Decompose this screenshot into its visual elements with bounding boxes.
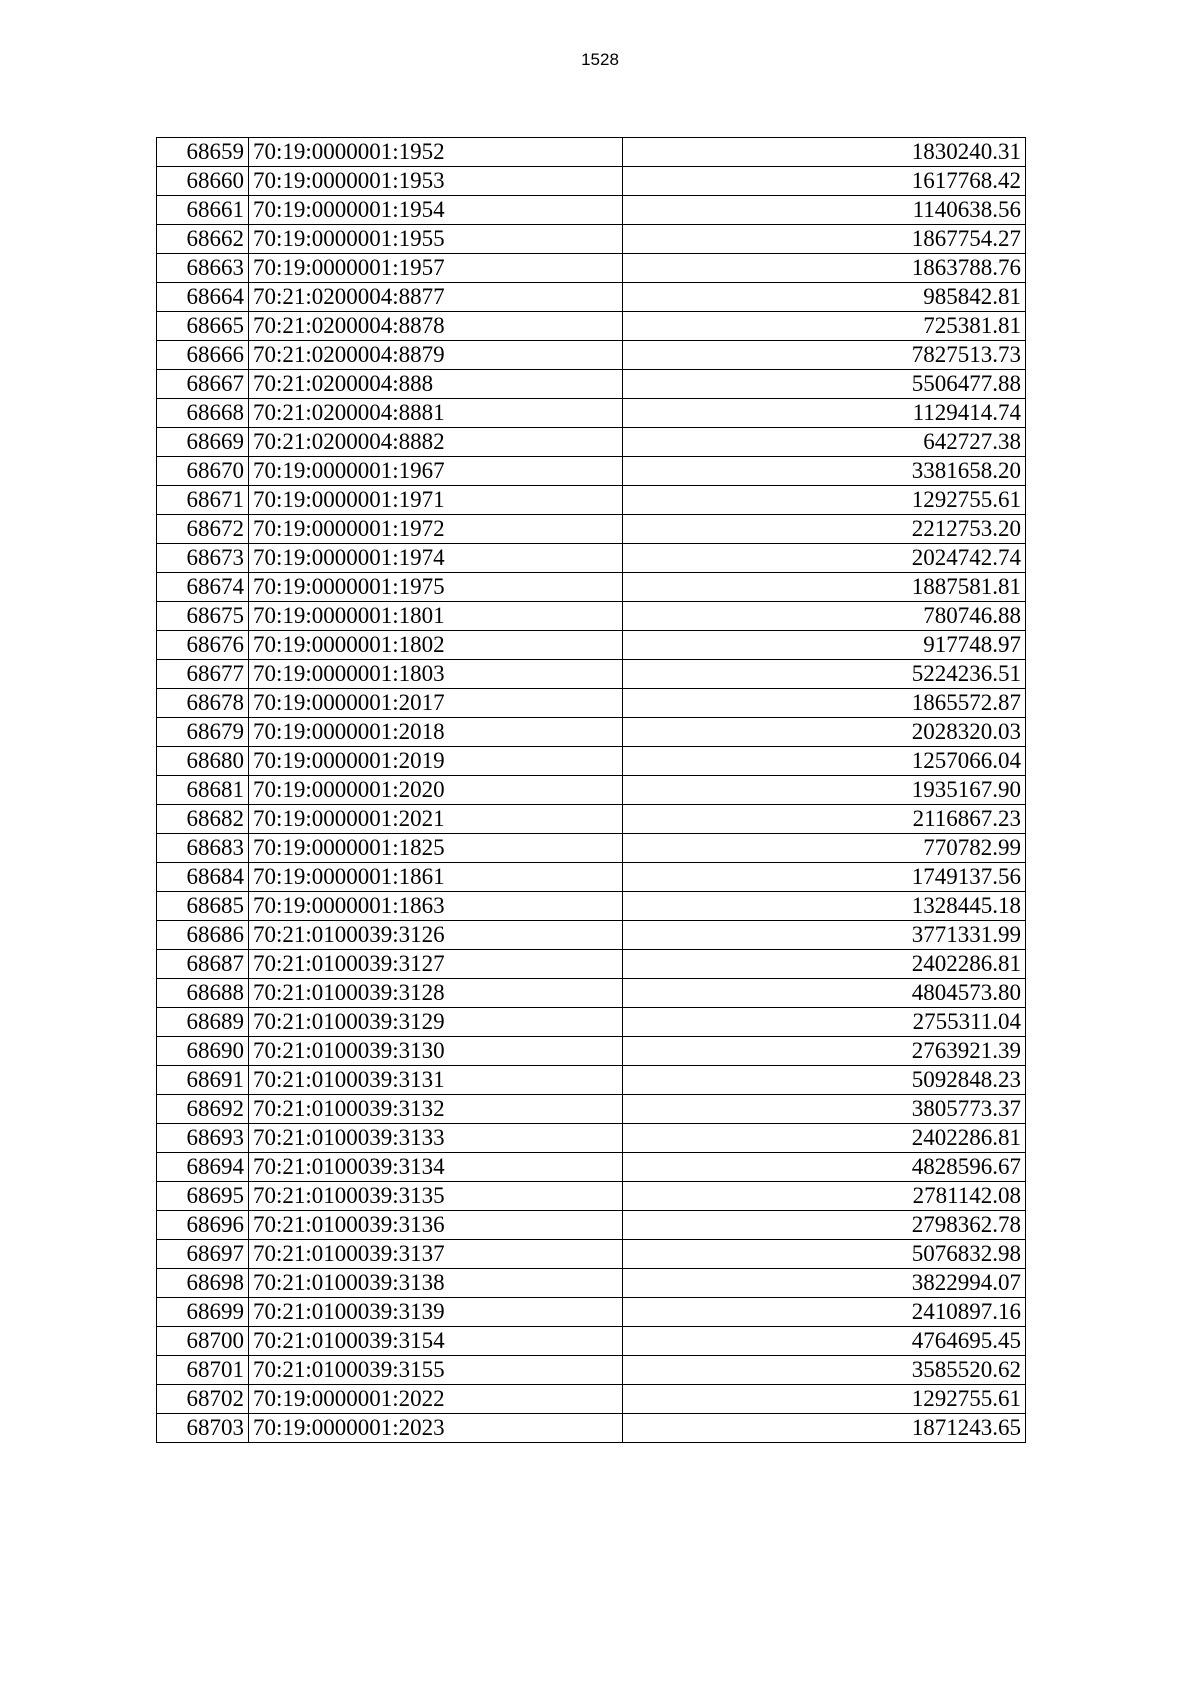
row-number-cell: 68685 <box>157 892 249 921</box>
table-row <box>157 1414 1026 1443</box>
row-number-cell: 68692 <box>157 1095 249 1124</box>
cadastral-value-cell: 1328445.18 <box>623 892 1026 921</box>
row-number-cell: 68678 <box>157 689 249 718</box>
cadastral-number-cell: 70:21:0200004:8881 <box>249 399 623 428</box>
table-row <box>157 805 1026 834</box>
cadastral-value-cell: 1887581.81 <box>623 573 1026 602</box>
table-row <box>157 1240 1026 1269</box>
row-number-cell: 68694 <box>157 1153 249 1182</box>
table-row <box>157 834 1026 863</box>
cadastral-number-cell: 70:21:0100039:3130 <box>249 1037 623 1066</box>
cadastral-number-cell: 70:19:0000001:2017 <box>249 689 623 718</box>
cadastral-value-cell: 2212753.20 <box>623 515 1026 544</box>
row-number-cell: 68682 <box>157 805 249 834</box>
cadastral-value-cell: 1617768.42 <box>623 167 1026 196</box>
table-row <box>157 631 1026 660</box>
row-number-cell: 68700 <box>157 1327 249 1356</box>
table-row <box>157 283 1026 312</box>
table-row <box>157 1153 1026 1182</box>
row-number-cell: 68671 <box>157 486 249 515</box>
table-row <box>157 138 1026 167</box>
row-number-cell: 68663 <box>157 254 249 283</box>
cadastral-number-cell: 70:19:0000001:1954 <box>249 196 623 225</box>
row-number-cell: 68698 <box>157 1269 249 1298</box>
row-number-cell: 68677 <box>157 660 249 689</box>
page-number: 1528 <box>581 50 619 69</box>
row-number-cell: 68687 <box>157 950 249 979</box>
table-row <box>157 718 1026 747</box>
table-row <box>157 1298 1026 1327</box>
row-number-cell: 68699 <box>157 1298 249 1327</box>
cadastral-number-cell: 70:21:0200004:8878 <box>249 312 623 341</box>
cadastral-value-cell: 4828596.67 <box>623 1153 1026 1182</box>
table-row <box>157 1356 1026 1385</box>
cadastral-value-cell: 4764695.45 <box>623 1327 1026 1356</box>
table-row <box>157 1327 1026 1356</box>
cadastral-number-cell: 70:19:0000001:2022 <box>249 1385 623 1414</box>
cadastral-number-cell: 70:21:0100039:3135 <box>249 1182 623 1211</box>
cadastral-value-cell: 3381658.20 <box>623 457 1026 486</box>
cadastral-number-cell: 70:21:0100039:3137 <box>249 1240 623 1269</box>
row-number-cell: 68691 <box>157 1066 249 1095</box>
cadastral-number-cell: 70:21:0100039:3155 <box>249 1356 623 1385</box>
cadastral-number-cell: 70:21:0100039:3134 <box>249 1153 623 1182</box>
cadastral-value-cell: 4804573.80 <box>623 979 1026 1008</box>
row-number-cell: 68701 <box>157 1356 249 1385</box>
row-number-cell: 68702 <box>157 1385 249 1414</box>
row-number-cell: 68669 <box>157 428 249 457</box>
cadastral-value-cell: 770782.99 <box>623 834 1026 863</box>
row-number-cell: 68662 <box>157 225 249 254</box>
cadastral-number-cell: 70:21:0100039:3154 <box>249 1327 623 1356</box>
row-number-cell: 68683 <box>157 834 249 863</box>
cadastral-value-cell: 1292755.61 <box>623 1385 1026 1414</box>
cadastral-value-cell: 3822994.07 <box>623 1269 1026 1298</box>
cadastral-value-cell: 5224236.51 <box>623 660 1026 689</box>
row-number-cell: 68696 <box>157 1211 249 1240</box>
row-number-cell: 68676 <box>157 631 249 660</box>
table-body <box>157 138 1026 1443</box>
cadastral-number-cell: 70:19:0000001:1974 <box>249 544 623 573</box>
table-row <box>157 1269 1026 1298</box>
row-number-cell: 68697 <box>157 1240 249 1269</box>
cadastral-number-cell: 70:19:0000001:2020 <box>249 776 623 805</box>
cadastral-number-cell: 70:21:0100039:3133 <box>249 1124 623 1153</box>
cadastral-value-cell: 1935167.90 <box>623 776 1026 805</box>
table-row <box>157 370 1026 399</box>
cadastral-value-cell: 1865572.87 <box>623 689 1026 718</box>
cadastral-number-cell: 70:21:0100039:3127 <box>249 950 623 979</box>
row-number-cell: 68673 <box>157 544 249 573</box>
table-row <box>157 950 1026 979</box>
cadastral-number-cell: 70:21:0200004:888 <box>249 370 623 399</box>
cadastral-number-cell: 70:19:0000001:1975 <box>249 573 623 602</box>
cadastral-number-cell: 70:21:0100039:3131 <box>249 1066 623 1095</box>
cadastral-number-cell: 70:21:0200004:8879 <box>249 341 623 370</box>
cadastral-value-cell: 5076832.98 <box>623 1240 1026 1269</box>
cadastral-value-cell: 2028320.03 <box>623 718 1026 747</box>
cadastral-value-cell: 5506477.88 <box>623 370 1026 399</box>
cadastral-number-cell: 70:21:0100039:3129 <box>249 1008 623 1037</box>
row-number-cell: 68661 <box>157 196 249 225</box>
cadastral-number-cell: 70:19:0000001:1825 <box>249 834 623 863</box>
cadastral-value-cell: 2763921.39 <box>623 1037 1026 1066</box>
table-row <box>157 892 1026 921</box>
cadastral-number-cell: 70:21:0100039:3138 <box>249 1269 623 1298</box>
cadastral-value-cell: 917748.97 <box>623 631 1026 660</box>
table-row <box>157 573 1026 602</box>
cadastral-value-cell: 2798362.78 <box>623 1211 1026 1240</box>
cadastral-value-cell: 2402286.81 <box>623 950 1026 979</box>
cadastral-value-cell: 3585520.62 <box>623 1356 1026 1385</box>
cadastral-number-cell: 70:21:0100039:3132 <box>249 1095 623 1124</box>
cadastral-number-cell: 70:19:0000001:2023 <box>249 1414 623 1443</box>
table-row <box>157 312 1026 341</box>
cadastral-number-cell: 70:19:0000001:1863 <box>249 892 623 921</box>
row-number-cell: 68674 <box>157 573 249 602</box>
table-row <box>157 254 1026 283</box>
cadastral-value-cell: 1863788.76 <box>623 254 1026 283</box>
cadastral-value-cell: 985842.81 <box>623 283 1026 312</box>
row-number-cell: 68686 <box>157 921 249 950</box>
row-number-cell: 68672 <box>157 515 249 544</box>
cadastral-value-cell: 5092848.23 <box>623 1066 1026 1095</box>
table-row <box>157 979 1026 1008</box>
row-number-cell: 68660 <box>157 167 249 196</box>
cadastral-value-cell: 1140638.56 <box>623 196 1026 225</box>
row-number-cell: 68680 <box>157 747 249 776</box>
cadastral-value-cell: 2116867.23 <box>623 805 1026 834</box>
cadastral-number-cell: 70:21:0200004:8877 <box>249 283 623 312</box>
table-row <box>157 1211 1026 1240</box>
table-row <box>157 863 1026 892</box>
cadastral-number-cell: 70:19:0000001:1803 <box>249 660 623 689</box>
cadastral-value-cell: 1830240.31 <box>623 138 1026 167</box>
cadastral-value-cell: 1129414.74 <box>623 399 1026 428</box>
cadastral-number-cell: 70:21:0100039:3139 <box>249 1298 623 1327</box>
cadastral-number-cell: 70:19:0000001:1955 <box>249 225 623 254</box>
cadastral-value-cell: 1292755.61 <box>623 486 1026 515</box>
table-row <box>157 602 1026 631</box>
table-row <box>157 1037 1026 1066</box>
table-row <box>157 1124 1026 1153</box>
cadastral-number-cell: 70:19:0000001:1802 <box>249 631 623 660</box>
cadastral-value-cell: 3805773.37 <box>623 1095 1026 1124</box>
table-row <box>157 428 1026 457</box>
row-number-cell: 68665 <box>157 312 249 341</box>
cadastral-number-cell: 70:19:0000001:2019 <box>249 747 623 776</box>
row-number-cell: 68688 <box>157 979 249 1008</box>
cadastral-value-cell: 7827513.73 <box>623 341 1026 370</box>
cadastral-number-cell: 70:21:0100039:3126 <box>249 921 623 950</box>
table-row <box>157 167 1026 196</box>
table-row <box>157 660 1026 689</box>
row-number-cell: 68679 <box>157 718 249 747</box>
cadastral-number-cell: 70:21:0100039:3128 <box>249 979 623 1008</box>
cadastral-value-cell: 1257066.04 <box>623 747 1026 776</box>
table-row <box>157 341 1026 370</box>
cadastral-number-cell: 70:19:0000001:1953 <box>249 167 623 196</box>
row-number-cell: 68703 <box>157 1414 249 1443</box>
cadastral-value-cell: 2755311.04 <box>623 1008 1026 1037</box>
table-row <box>157 1008 1026 1037</box>
table-row <box>157 921 1026 950</box>
cadastral-value-cell: 1867754.27 <box>623 225 1026 254</box>
row-number-cell: 68684 <box>157 863 249 892</box>
row-number-cell: 68690 <box>157 1037 249 1066</box>
table-row <box>157 544 1026 573</box>
row-number-cell: 68693 <box>157 1124 249 1153</box>
table-row <box>157 196 1026 225</box>
cadastral-value-cell: 2402286.81 <box>623 1124 1026 1153</box>
row-number-cell: 68681 <box>157 776 249 805</box>
table-row <box>157 689 1026 718</box>
table-row <box>157 1385 1026 1414</box>
table-row <box>157 1095 1026 1124</box>
cadastral-value-cell: 725381.81 <box>623 312 1026 341</box>
cadastral-value-cell: 642727.38 <box>623 428 1026 457</box>
table-row <box>157 747 1026 776</box>
row-number-cell: 68695 <box>157 1182 249 1211</box>
table-row <box>157 486 1026 515</box>
table-row <box>157 776 1026 805</box>
cadastral-value-table <box>156 137 1026 1443</box>
cadastral-value-cell: 2410897.16 <box>623 1298 1026 1327</box>
cadastral-number-cell: 70:19:0000001:1957 <box>249 254 623 283</box>
table-row <box>157 457 1026 486</box>
row-number-cell: 68689 <box>157 1008 249 1037</box>
cadastral-number-cell: 70:19:0000001:1801 <box>249 602 623 631</box>
cadastral-number-cell: 70:19:0000001:1861 <box>249 863 623 892</box>
cadastral-value-cell: 1749137.56 <box>623 863 1026 892</box>
row-number-cell: 68659 <box>157 138 249 167</box>
cadastral-number-cell: 70:19:0000001:1971 <box>249 486 623 515</box>
row-number-cell: 68667 <box>157 370 249 399</box>
row-number-cell: 68670 <box>157 457 249 486</box>
table-row <box>157 1182 1026 1211</box>
table-row <box>157 225 1026 254</box>
table-row <box>157 1066 1026 1095</box>
table-row <box>157 399 1026 428</box>
cadastral-value-cell: 2024742.74 <box>623 544 1026 573</box>
cadastral-number-cell: 70:19:0000001:2018 <box>249 718 623 747</box>
cadastral-value-cell: 780746.88 <box>623 602 1026 631</box>
table-row <box>157 515 1026 544</box>
row-number-cell: 68664 <box>157 283 249 312</box>
cadastral-number-cell: 70:21:0200004:8882 <box>249 428 623 457</box>
cadastral-number-cell: 70:19:0000001:1967 <box>249 457 623 486</box>
cadastral-number-cell: 70:19:0000001:2021 <box>249 805 623 834</box>
cadastral-number-cell: 70:21:0100039:3136 <box>249 1211 623 1240</box>
row-number-cell: 68668 <box>157 399 249 428</box>
cadastral-value-cell: 3771331.99 <box>623 921 1026 950</box>
row-number-cell: 68675 <box>157 602 249 631</box>
cadastral-value-cell: 1871243.65 <box>623 1414 1026 1443</box>
row-number-cell: 68666 <box>157 341 249 370</box>
cadastral-value-cell: 2781142.08 <box>623 1182 1026 1211</box>
cadastral-number-cell: 70:19:0000001:1952 <box>249 138 623 167</box>
cadastral-number-cell: 70:19:0000001:1972 <box>249 515 623 544</box>
